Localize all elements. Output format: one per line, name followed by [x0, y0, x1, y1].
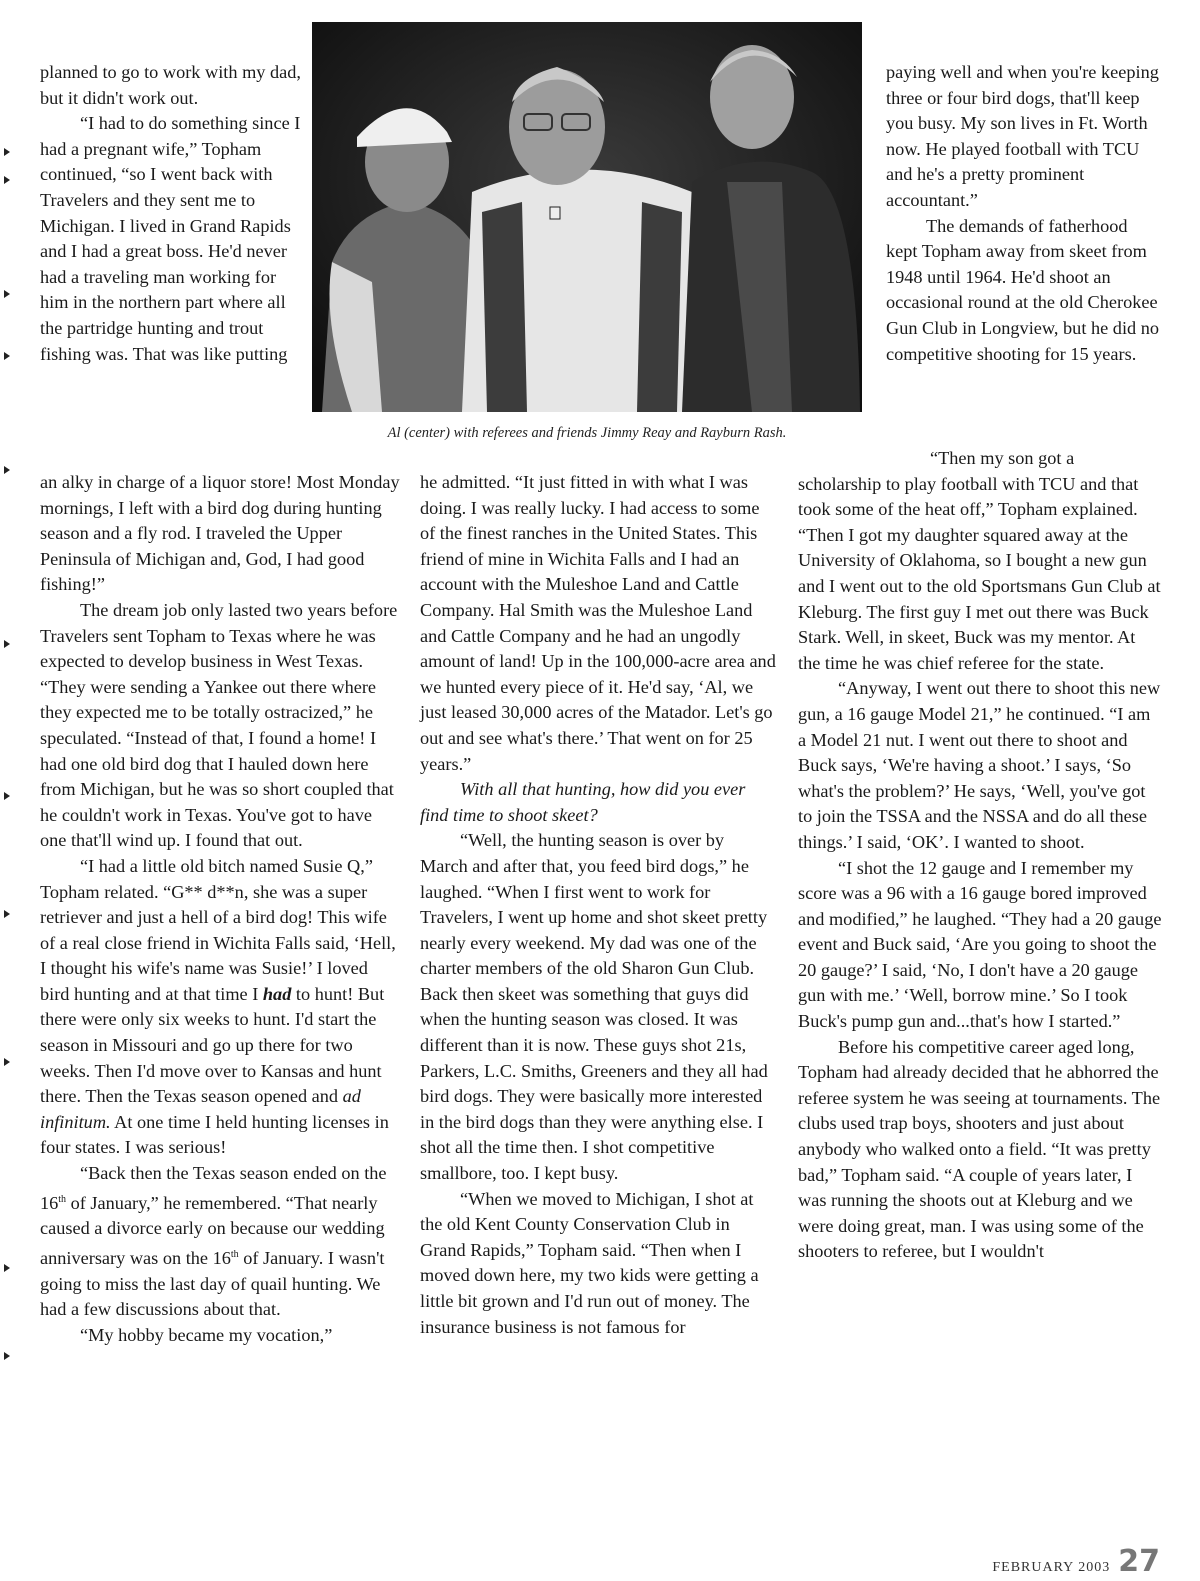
margin-mark: [4, 352, 10, 360]
paragraph: paying well and when you're keeping three or four bird dogs, that'll keep you busy. My son lives in Ft. Worth now. He played football with TCU and he's a pretty prominent accountant.”: [886, 62, 1159, 210]
page-number: 27: [1118, 1544, 1160, 1579]
column-3-bottom: [798, 446, 1162, 1265]
margin-mark: [4, 290, 10, 298]
margin-mark: [4, 1352, 10, 1360]
paragraph: [40, 1161, 400, 1323]
margin-mark: [4, 148, 10, 156]
ordinal-suffix: th: [230, 1248, 239, 1260]
paragraph: an alky in charge of a liquor store! Most Monday mornings, I left with a bird dog during hunting season and a fly rod. I traveled the Upper Peninsula of Michigan and, God, I had good fishing!”: [40, 472, 400, 595]
paragraph: Before his competitive career aged long, Topham had already decided that he abhorred the referee system he was seeing at tournaments. The clubs used trap boys, shooters and just about anybody who walked onto a field. “It was pretty bad,” Topham said. “A couple of years later, I was running the shoots out at Kleburg and we were doing great, man. I was using some of the shooters to referee, but I wouldn't: [798, 1036, 1161, 1262]
emphasis-ad-infinitum: ad infinitum.: [40, 1086, 361, 1132]
paragraph: “Well, the hunting season is over by March and after that, you feed bird dogs,” he laughed. “When I first went to work for Travelers, I went up home and shot skeet pretty nearly every weekend. My dad was one of the charter members of the old Sharon Gun Club. Back then skeet was something that guys did when the hunting season was closed. It was different than it is now. These guys shot 21s, Parkers, L.C. Smiths, Greeners and they all had bird dogs. They were basically more interested in the bird dogs than they were anything else. I shot all the time then. I shot competitive smallbore, too. I kept busy.: [420, 830, 768, 1184]
column-2: [420, 470, 776, 1340]
text-run: “I had a little old bitch named Susie Q,” Topham related. “G** d**n, she was a super retriever and just a hell of a bird dog! This wife of a real close friend in Wichita Falls said, ‘Hell, I thought his wife's name was Susie!’ I loved bird hunting and at that time I: [40, 855, 396, 1004]
paragraph: “Anyway, I went out there to shoot this new gun, a 16 gauge Model 21,” he continued. “I am a Model 21 nut. I went out there to shoot and Buck says, ‘We're having a shoot.’ I says, ‘So what's the problem?’ He says, ‘Well, you've got to join the TSSA and the NSSA and do all these things.’ I said, ‘OK’. I wanted to shoot.: [798, 678, 1161, 852]
margin-mark: [4, 1058, 10, 1066]
text-run: of January. I wasn't going to miss the last day of quail hunting. We had a few discussions about that.: [40, 1248, 385, 1320]
ordinal-suffix: th: [58, 1193, 67, 1205]
paragraph: he admitted. “It just fitted in with what I was doing. I was really lucky. I had access to some of the finest ranches in the United States. This friend of mine in Wichita Falls and I had an account with the Muleshoe Land and Cattle Company. Hal Smith was the Muleshoe Land and Cattle Company and he had an ungodly amount of land! Up in the 100,000-acre area and we hunted every piece of it. He'd say, ‘Al, we just leased 30,000 acres of the Matador. Let's go out and see what's there.’ That went on for 25 years.”: [420, 472, 776, 774]
paragraph: [40, 854, 400, 1161]
margin-mark: [4, 466, 10, 474]
paragraph: “My hobby became my vocation,”: [80, 1324, 333, 1345]
page-footer: [992, 1544, 1160, 1579]
group-portrait-image: [312, 22, 862, 412]
margin-mark: [4, 176, 10, 184]
paragraph: The demands of fatherhood kept Topham away from skeet from 1948 until 1964. He'd shoot an occasional round at the old Cherokee Gun Club in Longview, but he did no competitive shooting for 15 years.: [886, 215, 1160, 364]
paragraph: The dream job only lasted two years before Travelers sent Topham to Texas where he was expected to develop business in West Texas. “They were sending a Yankee out there where they expected me to be totally ostracized,” he speculated. “Instead of that, I found a home! I had one old bird dog that I hauled down here from Michigan, but he was so short coupled that he couldn't work in Texas. You've got to have one that'll wind up. I found that out.: [40, 599, 398, 851]
emphasis-had: had: [262, 983, 292, 1004]
text-run: “Back then the Texas season ended on the 16: [40, 1163, 387, 1213]
text-run: of January,” he remembered. “That nearly caused a divorce early on because our wedding anniversary was on the 16: [40, 1192, 385, 1268]
text-run: to hunt! But there were only six weeks to hunt. I'd start the season in Missouri and go up there for two weeks. Then I'd move over to Kansas and hunt there. Then the Texas season opened and: [40, 983, 385, 1107]
margin-mark: [4, 640, 10, 648]
interview-question: [420, 777, 776, 828]
column-1-bottom: [40, 470, 400, 1348]
paragraph: “I shot the 12 gauge and I remember my score was a 96 with a 16 gauge bored improved and modified,” he laughed. “They had a 20 gauge event and Buck said, ‘Are you going to shoot the 20 gauge?’ I said, ‘No, I don't have a 20 gauge gun with me.’ ‘Well, borrow mine.’ So I took Buck's pump gun and...that's how I started.”: [798, 857, 1162, 1032]
photo-caption: Al (center) with referees and friends Jimmy Reay and Rayburn Rash.: [387, 425, 787, 441]
margin-mark: [4, 1264, 10, 1272]
photo: [312, 22, 862, 412]
issue-date: FEBRUARY 2003: [992, 1560, 1111, 1575]
column-3-top: [886, 60, 1162, 367]
text-run: At one time I held hunting licenses in four states. I was serious!: [40, 1111, 389, 1158]
margin-mark: [4, 910, 10, 918]
paragraph: “I had to do something since I had a pregnant wife,” Topham continued, “so I went back with Travelers and they sent me to Michigan. I lived in Grand Rapids and I had a great boss. He'd never had a traveling man working for him in the northern part where all the partridge hunting and trout fishing was. That was like putting: [40, 113, 301, 364]
column-1-top: [40, 60, 302, 367]
paragraph: “Then my son got a scholarship to play football with TCU and that took some of the heat off,” Topham explained. “Then I got my daughter squared away at the University of Oklahoma, so I bought a new gun and I went out to the old Sportsmans Gun Club at Kleburg. The first guy I met out there was Buck Stark. Well, in skeet, Buck was my mentor. At the time he was chief referee for the state.: [798, 448, 1161, 673]
question-text: With all that hunting, how did you ever find time to shoot skeet?: [420, 779, 746, 825]
margin-mark: [4, 792, 10, 800]
paragraph: “When we moved to Michigan, I shot at the old Kent County Conservation Club in Grand Rapids,” Topham said. “Then when I moved down here, my two kids were getting a little bit grown and I'd run out of money. The insurance business is not famous for: [420, 1188, 759, 1337]
paragraph: planned to go to work with my dad, but it didn't work out.: [40, 62, 301, 108]
